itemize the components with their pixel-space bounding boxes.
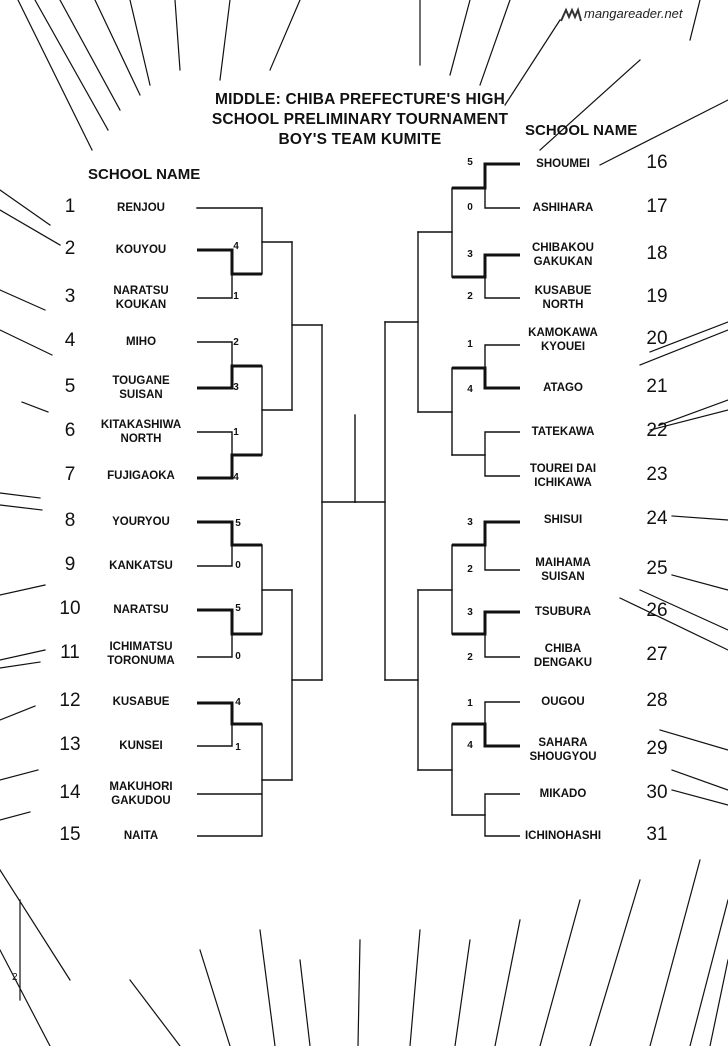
right-seed-number: 22: [646, 420, 668, 441]
right-seed-number: 31: [646, 824, 668, 845]
right-seed-number: 27: [646, 644, 668, 665]
left-match-score: 0: [235, 651, 241, 662]
right-school-name: [488, 381, 638, 395]
right-school-name: [488, 241, 638, 269]
left-seed-number: 14: [59, 782, 81, 803]
speed-line: [0, 706, 35, 720]
school-name-line: NARATSU: [113, 285, 169, 297]
school-name-line: SHOUGYOU: [529, 751, 597, 763]
school-name-line: FUJIGAOKA: [107, 470, 175, 482]
left-seed-number: 10: [59, 598, 81, 619]
school-name-line: ICHINOHASHI: [524, 830, 602, 842]
school-name-line: MAKUHORI: [109, 781, 173, 793]
left-match-score: 1: [233, 427, 239, 438]
left-seed-number: 3: [64, 286, 76, 307]
left-match-score: 3: [233, 382, 239, 393]
speed-line: [270, 0, 300, 70]
school-name-line: TORONUMA: [107, 655, 175, 667]
page-title: [190, 90, 530, 150]
left-school-name: [66, 374, 216, 402]
school-name-line: ASHIHARA: [532, 202, 594, 214]
speed-line: [0, 190, 50, 225]
school-name-line: DENGAKU: [533, 657, 593, 669]
speed-line: [300, 960, 310, 1046]
speed-line: [0, 505, 42, 510]
right-match-score: 2: [467, 291, 473, 302]
school-name-line: ICHIKAWA: [534, 477, 592, 489]
speed-line: [495, 920, 520, 1046]
right-match-score: 4: [467, 740, 473, 751]
speed-line: [0, 770, 38, 780]
right-school-name: [488, 736, 638, 764]
school-name-line: YOURYOU: [112, 516, 170, 528]
left-school-name: [66, 829, 216, 843]
right-seed-number: 19: [646, 286, 668, 307]
speed-line: [0, 330, 52, 355]
left-school-name: [66, 243, 216, 257]
right-match-score: 2: [467, 652, 473, 663]
school-name-line: SUISAN: [119, 389, 163, 401]
speed-line: [410, 930, 420, 1046]
speed-line: [455, 940, 470, 1046]
left-seed-number: 15: [59, 824, 81, 845]
school-name-line: MIHO: [125, 336, 157, 348]
school-name-line: ATAGO: [543, 382, 583, 394]
right-school-name: [488, 695, 638, 709]
speed-line: [0, 585, 45, 595]
speed-line: [260, 930, 275, 1046]
left-column-header: SCHOOL NAME: [88, 166, 201, 183]
speed-line: [672, 516, 728, 520]
left-seed-number: 9: [64, 554, 76, 575]
right-seed-number: 18: [646, 243, 668, 264]
right-match-score: 1: [467, 339, 473, 350]
speed-line: [0, 650, 45, 660]
school-name-line: KUSABUE: [112, 696, 170, 708]
right-school-name: [488, 326, 638, 354]
speed-line: [540, 900, 580, 1046]
speed-line: [690, 900, 728, 1046]
speed-line: [18, 0, 92, 150]
school-name-line: KYOUEI: [540, 341, 586, 353]
school-name-line: KOUKAN: [115, 299, 167, 311]
left-school-name: [66, 201, 216, 215]
speed-line: [175, 0, 180, 70]
left-school-name: [66, 640, 216, 668]
speed-line: [450, 0, 470, 75]
mangareader-logo-icon: [560, 7, 582, 23]
speed-line: [220, 0, 230, 80]
left-school-name: [66, 418, 216, 446]
school-name-line: RENJOU: [117, 202, 165, 214]
left-school-name: [66, 739, 216, 753]
left-match-score: 2: [233, 337, 239, 348]
right-seed-number: 17: [646, 196, 668, 217]
watermark: [560, 6, 683, 23]
school-name-line: NAITA: [123, 830, 159, 842]
right-school-name: [488, 425, 638, 439]
left-match-score: 5: [235, 603, 241, 614]
right-school-name: [488, 829, 638, 843]
left-school-name: [66, 335, 216, 349]
school-name-line: TOUGANE: [112, 375, 170, 387]
right-seed-number: 30: [646, 782, 668, 803]
right-match-score: 3: [467, 517, 473, 528]
right-seed-number: 20: [646, 328, 668, 349]
right-school-name: [488, 157, 638, 171]
right-match-score: 0: [467, 202, 473, 213]
school-name-line: KITAKASHIWA: [100, 419, 182, 431]
school-name-line: KAMOKAWA: [528, 327, 598, 339]
speed-line: [672, 770, 728, 790]
right-school-name: [488, 201, 638, 215]
school-name-line: SUISAN: [541, 571, 585, 583]
speed-line: [200, 950, 230, 1046]
speed-line: [60, 0, 120, 110]
left-seed-number: 5: [64, 376, 76, 397]
speed-line: [0, 290, 45, 310]
school-name-line: TATEKAWA: [531, 426, 595, 438]
speed-line: [480, 0, 510, 85]
left-seed-number: 7: [64, 464, 76, 485]
speed-line: [35, 0, 108, 130]
right-column-header: SCHOOL NAME: [525, 122, 638, 139]
watermark-text: mangareader.net: [584, 6, 683, 21]
school-name-line: SHOUMEI: [536, 158, 590, 170]
right-match-score: 3: [467, 607, 473, 618]
speed-line: [650, 860, 700, 1046]
school-name-line: NORTH: [120, 433, 162, 445]
school-name-line: GAKUKAN: [533, 256, 593, 268]
right-seed-number: 29: [646, 738, 668, 759]
left-seed-number: 11: [60, 642, 80, 663]
left-seed-number: 6: [64, 420, 76, 441]
school-name-line: NARATSU: [113, 604, 169, 616]
speed-line: [690, 0, 700, 40]
right-school-name: [488, 462, 638, 490]
left-school-name: [66, 780, 216, 808]
school-name-line: MIKADO: [539, 788, 587, 800]
left-match-score: 4: [233, 472, 239, 483]
right-school-name: [488, 284, 638, 312]
speed-line: [590, 880, 640, 1046]
right-seed-number: 21: [646, 376, 668, 397]
right-school-name: [488, 605, 638, 619]
speed-line: [0, 870, 70, 980]
speed-line: [130, 0, 150, 85]
right-match-score: 3: [467, 249, 473, 260]
school-name-line: OUGOU: [541, 696, 585, 708]
speed-line: [130, 980, 180, 1046]
right-match-score: 5: [467, 157, 473, 168]
speed-line: [672, 790, 728, 805]
right-school-name: [488, 513, 638, 527]
left-seed-number: 1: [64, 196, 76, 217]
school-name-line: KUNSEI: [119, 740, 163, 752]
left-seed-number: 8: [64, 510, 76, 531]
speed-line: [0, 950, 50, 1046]
title-line-2: SCHOOL PRELIMINARY TOURNAMENT: [211, 111, 509, 128]
left-match-score: 4: [233, 241, 239, 252]
title-line-1: MIDDLE: CHIBA PREFECTURE'S HIGH: [214, 91, 506, 108]
school-name-line: TSUBURA: [534, 606, 592, 618]
school-name-line: CHIBAKOU: [532, 242, 594, 254]
right-seed-number: 28: [646, 690, 668, 711]
speed-line: [710, 960, 728, 1046]
left-seed-number: 13: [59, 734, 81, 755]
left-match-score: 1: [233, 291, 239, 302]
left-school-name: [66, 469, 216, 483]
title-line-3: BOY'S TEAM KUMITE: [278, 131, 442, 148]
right-seed-number: 26: [646, 600, 668, 621]
school-name-line: CHIBA: [544, 643, 582, 655]
right-seed-number: 16: [646, 152, 668, 173]
left-match-score: 0: [235, 560, 241, 571]
speed-line: [0, 812, 30, 820]
school-name-line: GAKUDOU: [111, 795, 171, 807]
school-name-line: KANKATSU: [109, 560, 173, 572]
left-school-name: [66, 559, 216, 573]
right-seed-number: 23: [646, 464, 668, 485]
page-number: 2: [12, 972, 18, 983]
left-seed-number: 2: [64, 238, 76, 259]
school-name-line: SHISUI: [543, 514, 583, 526]
right-school-name: [488, 787, 638, 801]
left-seed-number: 12: [59, 690, 81, 711]
left-match-score: 1: [235, 742, 241, 753]
speed-line: [0, 493, 40, 498]
right-match-score: 4: [467, 384, 473, 395]
school-name-line: SAHARA: [538, 737, 588, 749]
right-school-name: [488, 556, 638, 584]
school-name-line: KOUYOU: [115, 244, 167, 256]
right-match-score: 2: [467, 564, 473, 575]
speed-line: [358, 940, 360, 1046]
left-school-name: [66, 603, 216, 617]
school-name-line: NORTH: [542, 299, 584, 311]
right-school-name: [488, 642, 638, 670]
school-name-line: KUSABUE: [534, 285, 592, 297]
school-name-line: MAIHAMA: [535, 557, 591, 569]
left-seed-number: 4: [64, 330, 76, 351]
right-seed-number: 24: [646, 508, 668, 529]
left-school-name: [66, 515, 216, 529]
left-school-name: [66, 695, 216, 709]
school-name-line: ICHIMATSU: [109, 641, 173, 653]
speed-line: [22, 402, 48, 412]
left-match-score: 5: [235, 518, 241, 529]
speed-line: [672, 575, 728, 590]
left-school-name: [66, 284, 216, 312]
left-match-score: 4: [235, 697, 241, 708]
speed-line: [0, 662, 40, 668]
right-seed-number: 25: [646, 558, 668, 579]
right-match-score: 1: [467, 698, 473, 709]
school-name-line: TOUREI DAI: [529, 463, 597, 475]
